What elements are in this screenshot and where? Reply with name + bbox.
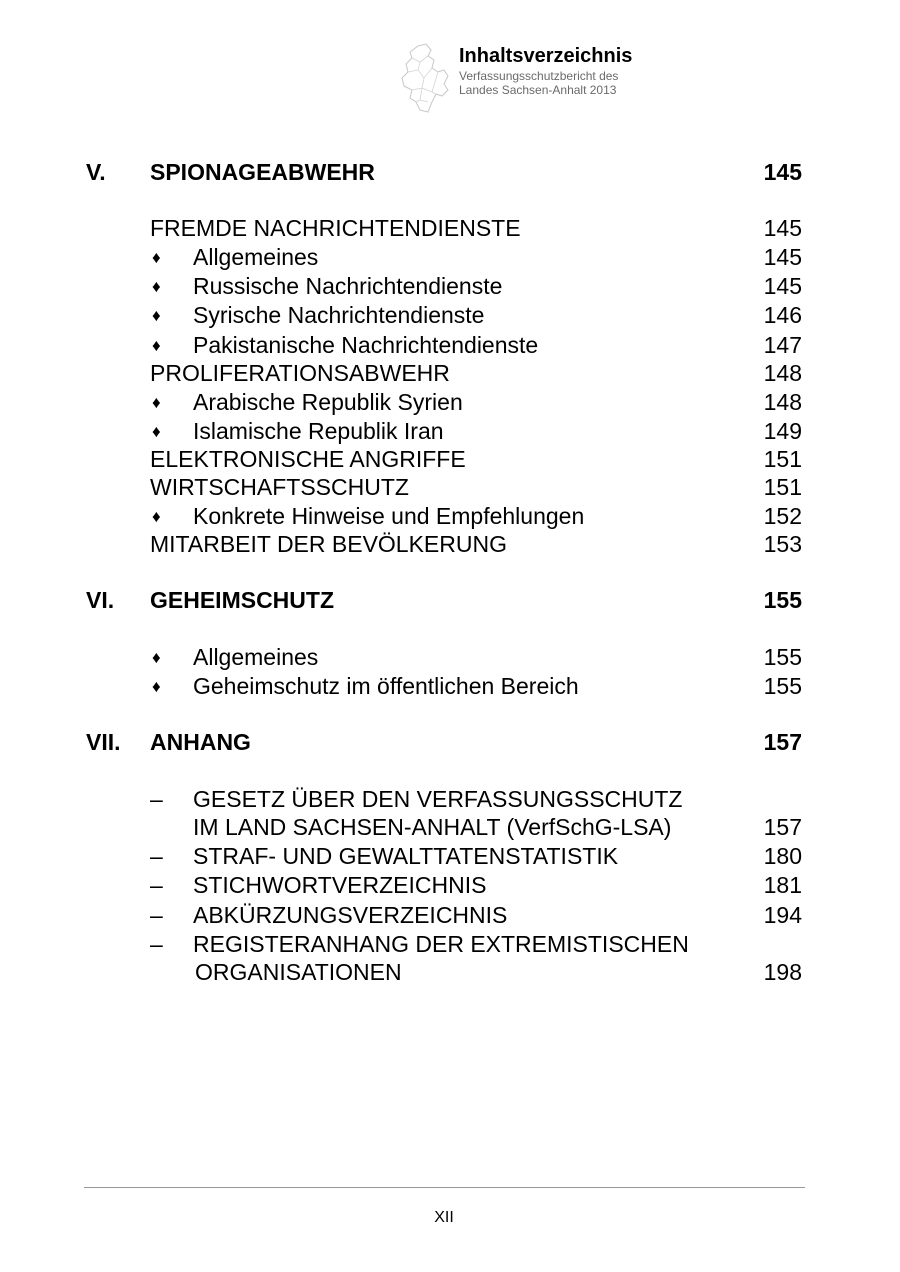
entry-page: 181 bbox=[763, 872, 802, 898]
entry-page: 149 bbox=[763, 418, 802, 444]
dash-icon: – bbox=[150, 902, 163, 928]
dash-icon: – bbox=[150, 786, 163, 812]
section-number: V. bbox=[86, 159, 106, 185]
section-page: 145 bbox=[763, 159, 802, 185]
footer-page-number: XII bbox=[434, 1209, 454, 1226]
toc-entry bbox=[0, 474, 900, 501]
toc-entry bbox=[0, 418, 900, 445]
section-page: 157 bbox=[763, 729, 802, 755]
section-number: VII. bbox=[86, 729, 121, 755]
entry-page: 153 bbox=[763, 531, 802, 557]
toc-entry bbox=[0, 446, 900, 473]
entry-title: Allgemeines bbox=[193, 244, 319, 270]
entry-page: 151 bbox=[763, 474, 802, 500]
entry-title: ELEKTRONISCHE ANGRIFFE bbox=[150, 446, 466, 472]
entry-page: 151 bbox=[763, 446, 802, 472]
entry-page: 148 bbox=[763, 389, 802, 415]
entry-page: 145 bbox=[763, 215, 802, 241]
entry-title-line1: GESETZ ÜBER DEN VERFASSUNGSSCHUTZ bbox=[193, 786, 683, 812]
toc-entry bbox=[0, 503, 900, 530]
entry-page: 152 bbox=[763, 503, 802, 529]
bullet-icon: ♦ bbox=[152, 507, 161, 526]
entry-page: 155 bbox=[763, 644, 802, 670]
bullet-icon: ♦ bbox=[152, 422, 161, 441]
entry-title: Allgemeines bbox=[193, 644, 319, 670]
dash-icon: – bbox=[150, 843, 163, 869]
section-title: SPIONAGEABWEHR bbox=[150, 159, 375, 185]
entry-title: WIRTSCHAFTSSCHUTZ bbox=[150, 474, 409, 500]
toc-entry bbox=[0, 302, 900, 329]
entry-title-line2: IM LAND SACHSEN-ANHALT (VerfSchG-LSA) bbox=[193, 814, 672, 840]
entry-page: 155 bbox=[763, 673, 802, 699]
dash-icon: – bbox=[150, 872, 163, 898]
dash-icon: – bbox=[150, 931, 163, 957]
toc-entry bbox=[0, 531, 900, 558]
entry-title: Syrische Nachrichtendienste bbox=[193, 302, 485, 328]
bullet-icon: ♦ bbox=[152, 248, 161, 267]
entry-page: 145 bbox=[763, 273, 802, 299]
entry-title: Konkrete Hinweise und Empfehlungen bbox=[193, 503, 585, 529]
toc-section-v bbox=[0, 159, 900, 186]
entry-title: Geheimschutz im öffentlichen Bereich bbox=[193, 673, 579, 699]
entry-title: STRAF- UND GEWALTTATENSTATISTIK bbox=[193, 843, 619, 869]
toc-entry bbox=[0, 644, 900, 671]
header-subtitle-line1: Verfassungsschutzbericht des bbox=[459, 69, 619, 83]
toc-entry bbox=[0, 872, 900, 899]
toc-entry bbox=[0, 673, 900, 700]
entry-page: 146 bbox=[763, 302, 802, 328]
toc-entry bbox=[0, 931, 900, 958]
section-number: VI. bbox=[86, 587, 115, 613]
toc-entry bbox=[0, 389, 900, 416]
entry-title: ABKÜRZUNGSVERZEICHNIS bbox=[193, 902, 508, 928]
entry-title: FREMDE NACHRICHTENDIENSTE bbox=[150, 215, 521, 241]
toc-entry bbox=[0, 244, 900, 271]
entry-title: Arabische Republik Syrien bbox=[193, 389, 463, 415]
sachsen-anhalt-map-icon bbox=[398, 42, 454, 114]
toc-section-vii bbox=[0, 729, 900, 756]
entry-title: PROLIFERATIONSABWEHR bbox=[150, 360, 450, 386]
entry-page: 157 bbox=[763, 814, 802, 840]
entry-page: 147 bbox=[763, 332, 802, 358]
header-subtitle-line2: Landes Sachsen-Anhalt 2013 bbox=[459, 83, 617, 97]
entry-title-line1: REGISTERANHANG DER EXTREMISTISCHEN bbox=[193, 931, 689, 957]
entry-page: 198 bbox=[763, 959, 802, 985]
bullet-icon: ♦ bbox=[152, 277, 161, 296]
bullet-icon: ♦ bbox=[152, 677, 161, 696]
toc-entry bbox=[0, 360, 900, 387]
header-title: Inhaltsverzeichnis bbox=[459, 45, 633, 67]
entry-title: Pakistanische Nachrichtendienste bbox=[193, 332, 539, 358]
entry-title-line2: ORGANISATIONEN bbox=[195, 959, 402, 985]
toc-entry bbox=[0, 786, 900, 813]
bullet-icon: ♦ bbox=[152, 393, 161, 412]
entry-title: Islamische Republik Iran bbox=[193, 418, 444, 444]
entry-title: STICHWORTVERZEICHNIS bbox=[193, 872, 487, 898]
toc-entry bbox=[0, 902, 900, 929]
entry-title: MITARBEIT DER BEVÖLKERUNG bbox=[150, 531, 507, 557]
toc-entry-continuation bbox=[0, 959, 900, 986]
toc-entry-continuation bbox=[0, 814, 900, 841]
toc-section-vi bbox=[0, 587, 900, 614]
bullet-icon: ♦ bbox=[152, 336, 161, 355]
toc-entry bbox=[0, 332, 900, 359]
entry-page: 148 bbox=[763, 360, 802, 386]
bullet-icon: ♦ bbox=[152, 306, 161, 325]
entry-page: 180 bbox=[763, 843, 802, 869]
toc-entry bbox=[0, 273, 900, 300]
footer-divider bbox=[84, 1187, 805, 1188]
entry-page: 145 bbox=[763, 244, 802, 270]
bullet-icon: ♦ bbox=[152, 648, 161, 667]
toc-entry bbox=[0, 215, 900, 242]
section-page: 155 bbox=[763, 587, 802, 613]
page-header bbox=[398, 42, 718, 114]
entry-page: 194 bbox=[763, 902, 802, 928]
entry-title: Russische Nachrichtendienste bbox=[193, 273, 503, 299]
section-title: ANHANG bbox=[150, 729, 251, 755]
section-title: GEHEIMSCHUTZ bbox=[150, 587, 334, 613]
toc-entry bbox=[0, 843, 900, 870]
